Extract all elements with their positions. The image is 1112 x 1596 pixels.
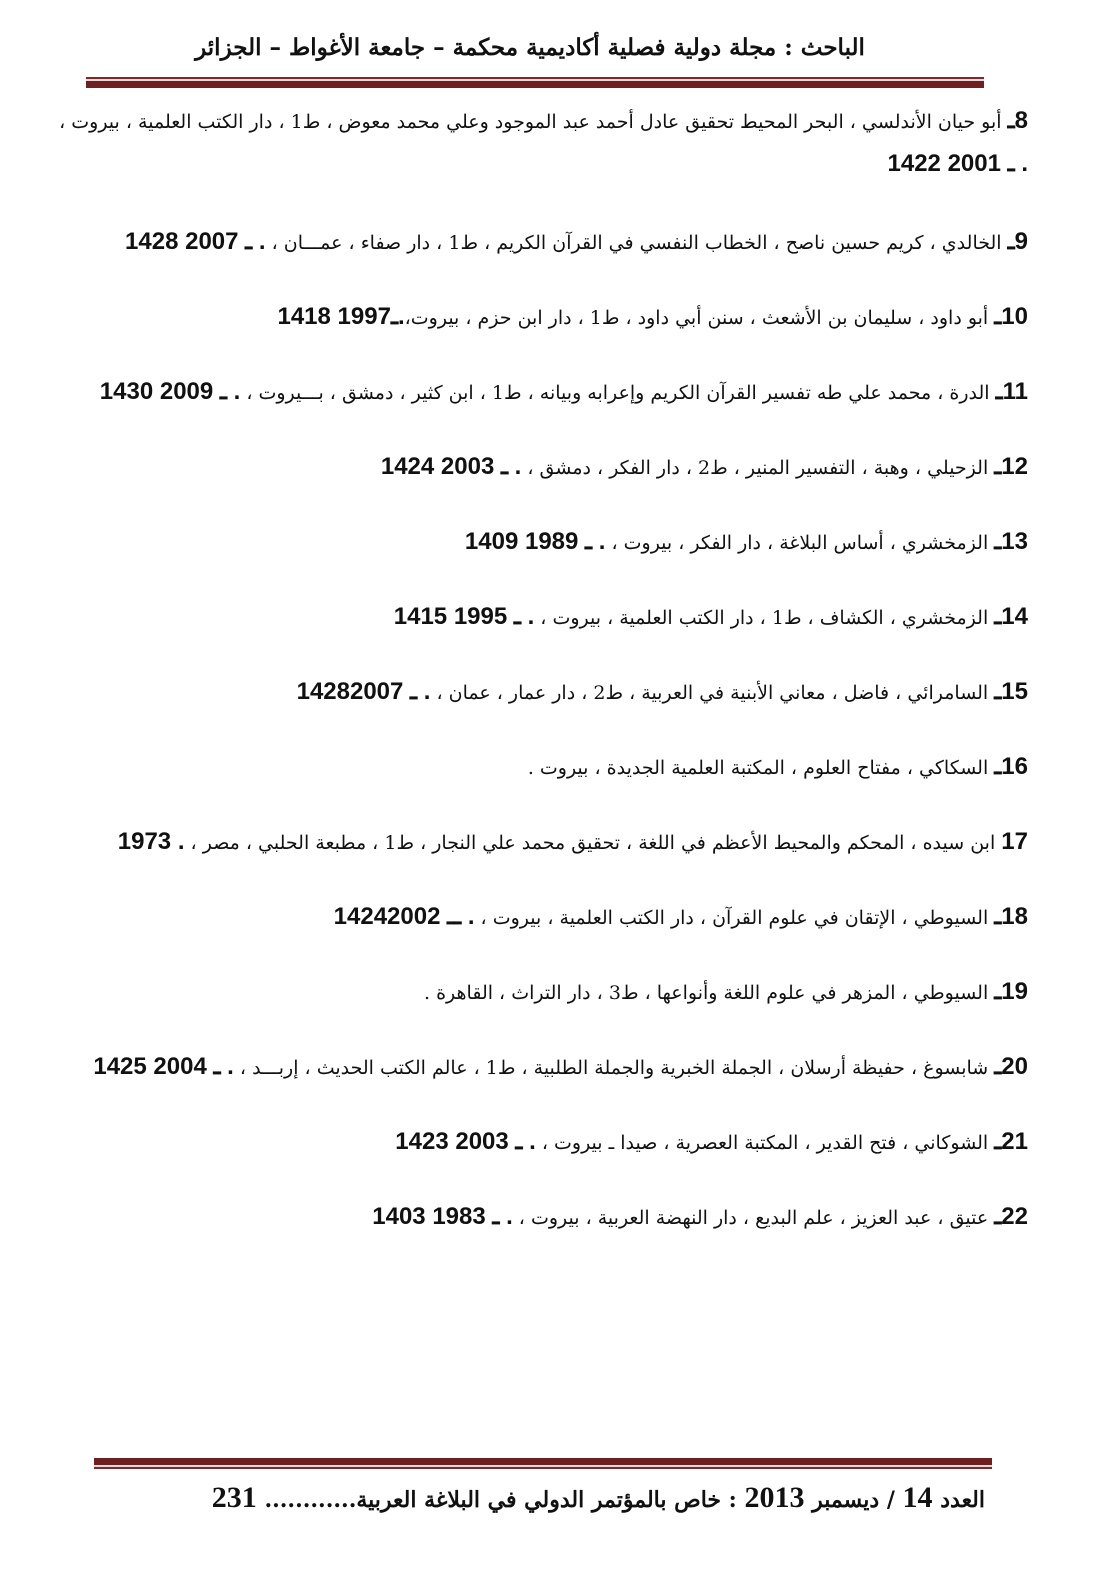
reference-text: الزمخشري ، الكشاف ، ط1 ، دار الكتب العلمية ، بيروت ، [534,607,995,629]
reference-years: 1423 ـ 2003 . [395,1128,536,1155]
issue-year: 2013 [744,1481,805,1514]
reference-item [38,371,1028,414]
reference-number: 21ـ [994,1128,1028,1155]
reference-text: السيوطي ، المزهر في علوم اللغة وأنواعها ، ط3 ، دار التراث ، القاهرة . [424,982,995,1004]
reference-item [38,1196,1028,1239]
reference-text: عتيق ، عبد العزيز ، علم البديع ، دار النهضة العربية ، بيروت ، [512,1207,995,1229]
reference-item [38,521,1028,564]
reference-years: 1424 ـ 2003 . [380,453,522,480]
references-list [38,100,1028,1239]
reference-number: 11ـ [995,378,1028,405]
reference-number: 8ـ [1007,107,1028,134]
issue-label: العدد [940,1487,985,1513]
reference-item [38,100,1028,185]
issue-number: 14 [902,1481,933,1514]
reference-text: أبو حيان الأندلسي ، البحر المحيط تحقيق عادل أحمد عبد الموجود وعلي محمد معوض ، ط1 ، دار الكتب العلمية ، بيروت ، [59,111,1008,133]
reference-number: 14ـ [994,603,1028,630]
reference-number: 18ـ [994,903,1028,930]
reference-text: السامرائي ، فاضل ، معاني الأبنية في العربية ، ط2 ، دار عمار ، عمان ، [430,682,995,704]
reference-item [38,221,1028,264]
reference-text: ابن سيده ، المحكم والمحيط الأعظم في اللغة ، تحقيق محمد علي النجار ، ط1 ، مطبعة الحلبي ، مصر ، [184,832,1002,854]
reference-years: 1418 ـ1997. [277,303,405,330]
reference-number: 9ـ [1007,228,1028,255]
reference-number: 17 [1001,828,1028,855]
reference-number: 22ـ [994,1203,1028,1230]
header-divider [86,77,984,88]
reference-text: الدرة ، محمد علي طه تفسير القرآن الكريم وإعرابه وبيانه ، ط1 ، ابن كثير ، دمشق ، بـــيروت ، [240,382,996,404]
reference-years: 1973 . [117,828,185,855]
reference-number: 20ـ [994,1053,1028,1080]
reference-text: الخالدي ، كريم حسين ناصح ، الخطاب النفسي في القرآن الكريم ، ط1 ، دار صفاء ، عمـــان ، [265,232,1008,254]
reference-item [38,1046,1028,1089]
reference-item [38,821,1028,864]
reference-years: 1415 ـ 1995 . [393,603,535,630]
reference-item [38,971,1028,1014]
reference-item [38,671,1028,714]
reference-item [38,596,1028,639]
page-number: 231 [211,1481,257,1514]
issue-month: ديسمبر [812,1487,880,1513]
reference-years: 1409 ـ 1989 . [464,528,606,555]
reference-text: السكاكي ، مفتاح العلوم ، المكتبة العلمية الجديدة ، بيروت . [527,757,995,779]
issue-description: : خاص بالمؤتمر الدولي في البلاغة العربية............ [256,1487,745,1513]
reference-years: 1422 ـ 2001 . [887,150,1028,177]
reference-number: 19ـ [994,978,1028,1005]
reference-text: السيوطي ، الإتقان في علوم القرآن ، دار الكتب العلمية ، بيروت ، [474,907,995,929]
reference-number: 10ـ [994,303,1028,330]
reference-text: أبو داود ، سليمان بن الأشعث ، سنن أبي داود ، ط1 ، دار ابن حزم ، بيروت، [404,307,995,329]
journal-header-title: الباحث : مجلة دولية فصلية أكاديمية محكمة – جامعة الأغواط – الجزائر [195,34,865,61]
reference-text: الزحيلي ، وهبة ، التفسير المنير ، ط2 ، دار الفكر ، دمشق ، [521,457,995,479]
reference-number: 15ـ [994,678,1028,705]
page-footer [115,1478,985,1520]
reference-number: 16ـ [994,753,1028,780]
reference-item [38,296,1028,339]
reference-years: 1428ـ 2007 . [296,678,431,705]
footer-divider [94,1458,992,1469]
reference-text: الشوكاني ، فتح القدير ، المكتبة العصرية ، صيدا ـ بيروت ، [535,1132,995,1154]
reference-years: 1424ــ 2002 . [333,903,475,930]
reference-item [38,446,1028,489]
reference-years: 1430 ـ 2009 . [99,378,241,405]
reference-text: شابسوغ ، حفيظة أرسلان ، الجملة الخبرية والجملة الطلبية ، ط1 ، عالم الكتب الحديث ، إربـــد ، [233,1057,995,1079]
reference-item [38,896,1028,939]
reference-text: الزمخشري ، أساس البلاغة ، دار الفكر ، بيروت ، [605,532,995,554]
reference-number: 13ـ [994,528,1028,555]
reference-years: 1425 ـ 2004 . [93,1053,234,1080]
reference-item [38,1121,1028,1164]
reference-number: 12ـ [994,453,1028,480]
reference-item [38,746,1028,789]
reference-years: 1403 ـ 1983 . [372,1203,513,1230]
reference-years: 1428 ـ 2007 . [125,228,266,255]
issue-separator: / [879,1487,903,1513]
